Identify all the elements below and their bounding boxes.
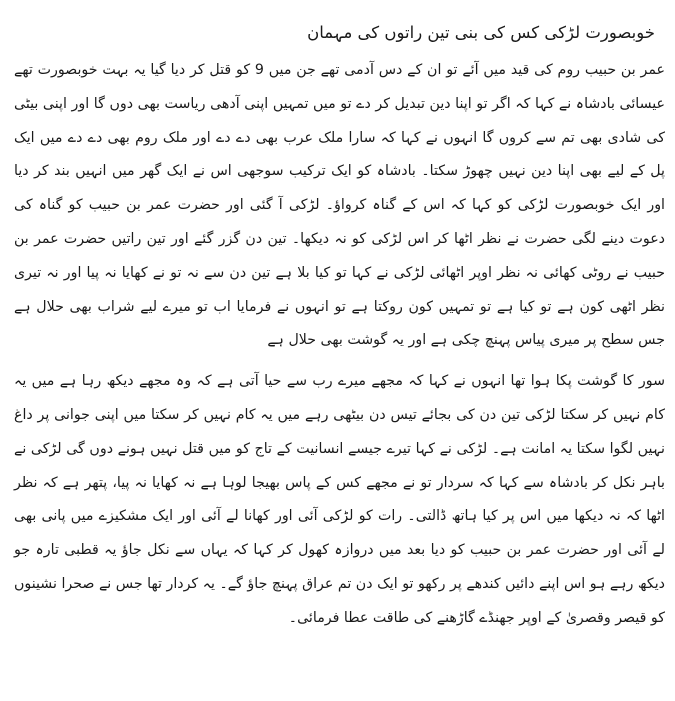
article [14, 20, 665, 690]
article-paragraph-2: سور کا گوشت پکا ہوا تھا انہوں نے کہا کہ مجھے میرے رب سے حیا آتی ہے کہ وہ مجھے دیکھ رہا ہے میں یہ کام نہیں کر سکتا لڑکی تین دن کی بجائے تیس دن بیٹھی رہے میں یہ کام نہیں کر سکتا میں اپنی جوانی پر داغ نہیں لگوا سکتا یہ امانت ہے۔ لڑکی نے کہا تیرے جیسے انسانیت کے تاج کو میں قتل نہیں ہونے دوں گی لڑکی نے باہر نکل کر بادشاہ سے کہا کہ سردار تو نے مجھے کس کے پاس بھیجا لوہا ہے نہ کھایا نہ پیا، پتھر ہے کہ نظر اٹھا کہ نہ دیکھا میں اس پر کیا ہاتھ ڈالتی۔ رات کو لڑکی آئی اور کھانا لے آئی اور ایک مشکیزے میں پانی بھی لے آئی اور حضرت عمر بن حبیب کو دیا بعد میں دروازہ کھول کر کہا کہ یہاں سے نکل جاؤ یہ قطبی تارہ جو دیکھ رہے ہو اس اپنے دائیں کندھے پر رکھو تو ایک دن تم عراق پہنچ جاؤ گے۔ یہ کردار تھا جس نے صحرا نشینوں کو قیصر وقصریٰ کے اوپر جھنڈے گاڑھنے کی طاقت عطا فرمائی۔ [14, 373, 665, 626]
article-paragraph-1: عمر بن حبیب روم کی قید میں آئے تو ان کے دس آدمی تھے جن میں 9 کو قتل کر دیا گیا یہ بہت خوبصورت تھے عیسائی بادشاہ نے کہا کہ اگر تو اپنا دین تبدیل کر دے تو میں تمہیں اپنی آدھی ریاست بھی دوں گا اور اپنی بیٹی کی شادی بھی تم سے کروں گا انہوں نے کہا کہ سارا ملک عرب بھی دے دے اور ملک روم بھی دے دے میں ایک پل کے لیے بھی اپنا دین نہیں چھوڑ سکتا۔ بادشاہ کو ایک ترکیب سوجھی اس نے ایک گھر میں انہیں بند کر دیا اور ایک خوبصورت لڑکی کو کہا کہ اس کے گناہ کرواؤ۔ لڑکی آ گئی اور حضرت عمر بن حبیب کو گناہ کی دعوت دینے لگی حضرت نے نظر اٹھا کر اس لڑکی کو نہ دیکھا۔ تین دن گزر گئے اور تین راتیں حضرت عمر بن حبیب نے روٹی کھائی نہ نظر اوپر اٹھائی لڑکی نے کہا تو کیا بلا ہے تین دن سے نہ تو نے کھایا نہ پیا اور نہ تیری نظر اٹھی کون ہے تو کیا ہے تو تمہیں کون روکتا ہے تو انہوں نے فرمایا اب تو میرے لیے شراب بھی حلال ہے جس سطح پر میری پیاس پہنچ چکی ہے اور یہ گوشت بھی حلال ہے [14, 62, 665, 349]
article-title: خوبصورت لڑکی کس کی بنی تین راتوں کی مہمان [307, 23, 655, 42]
